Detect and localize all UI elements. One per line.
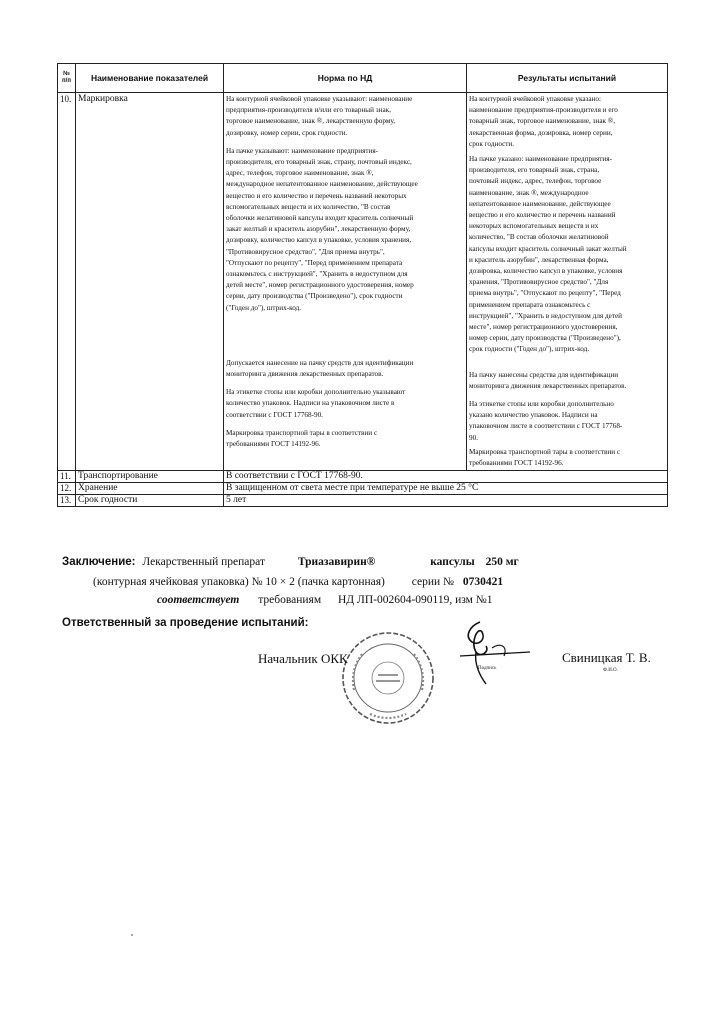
row-num: 11. xyxy=(58,471,76,483)
norm-para-4: На этикетке стопы или коробки дополнительно указывают количество упаковок. Надписи на упаковочном листе в соответствии с ГОСТ 17768-90. xyxy=(226,388,406,419)
requirements-text: требованиям xyxy=(258,594,322,606)
header-name: Наименование показателей xyxy=(76,64,224,93)
norm-para-1: На контурной ячейковой упаковке указывают: наименование предприятия-производителя и/или его товарный знак, торговое наименование, знак ®, лекарственную форму, дозировку, номер серии, срок годности. xyxy=(226,95,413,137)
row-num: 13. xyxy=(58,495,76,507)
product-name: Триазавирин® xyxy=(297,556,376,568)
row-value: В защищенном от света месте при температуре не выше 25 °С xyxy=(224,483,668,495)
responsible-role: Начальник ОКК xyxy=(258,651,348,666)
norm-para-3: Допускается нанесение на пачку средств для идентификации мониторинга движения лекарственных препаратов. xyxy=(226,358,414,379)
row-value: В соответствии с ГОСТ 17768-90. xyxy=(224,471,668,483)
row-value: 5 лет xyxy=(224,495,668,507)
table-row-storage xyxy=(58,483,668,495)
table-header-row xyxy=(58,64,668,93)
norm-para-5: Маркировка транспортной тары в соответствии с требованиями ГОСТ 14192-96. xyxy=(226,428,378,449)
signature-caption: Подпись xyxy=(478,666,497,671)
result-para-1: На контурной ячейковой упаковке указано: наименование предприятия-производителя и его товарный знак, торговое наименование, знак ®, лекарственная форма, дозировка, номер серии, срок годности. xyxy=(469,95,618,148)
norm-para-2: На пачке указывают: наименование предприятия- производителя, его товарный знак, страну, почтовый индекс, адрес, телефон, торговое наименование, знак ®, международное непатентованное наименование, действующее вещество и его количество и перечень названий некоторых вспомогательных веществ и их количество, "В состав оболочки желатиновой капсулы входит краситель солнечный закат желтый и краситель азорубин", лекарственную форму, дозировку, количество капсул в упаковке, условия хранения, "Противовирусное средство", "Для приема внутрь", "Отпускают по рецепту", "Перед применением препарата ознакомьтесь с инструкцией", "Хранить в недоступном для детей месте", номер регистрационного удостоверения, номер серии, дату производства ("Произведено"), срок годности ("Годен до"), штрих-код. xyxy=(226,146,418,312)
result-para-2: На пачке указано: наименование предприятия- производителя, его товарный знак, страна, почтовый индекс, адрес, телефон, торговое наименование, знак ®, международное непатентованное наименование, действующее вещество и его количество и перечень названий некоторых вспомогательных веществ и их количество, "В состав оболочки желатиновой капсулы входит краситель солнечный закат желтый и краситель азорубин", лекарственная форма, дозировка, количество капсул в упаковке, условия хранения, "Противовирусное средство", "Для приема внутрь", "Отпускают по рецепту", "Перед применением препарата ознакомьтесь с инструкцией", "Хранить в недоступном для детей месте", номер регистрационного удостоверения, номер серии, дату производства ("Произведено"), срок годности ("Годен до"), штрих-код. xyxy=(469,155,627,354)
header-num: № п/п xyxy=(58,64,76,93)
conclusion-line-1 xyxy=(62,556,519,568)
row-name: Транспортирование xyxy=(76,471,224,483)
packaging: (контурная ячейковая упаковка) № 10 × 2 (пачка картонная) xyxy=(93,576,385,588)
complies-text: соответствует xyxy=(157,594,240,606)
nd-reference: НД ЛП-002604-090119, изм №1 xyxy=(338,594,493,606)
header-result: Результаты испытаний xyxy=(467,64,668,93)
product-dose: 250 мг xyxy=(485,556,519,568)
product-form: капсулы xyxy=(430,556,475,568)
conclusion-line-2 xyxy=(93,576,503,588)
result-para-5: Маркировка транспортной тары в соответствии с требованиями ГОСТ 14192-96. xyxy=(469,447,621,468)
row-num: 12. xyxy=(58,483,76,495)
series-number: 0730421 xyxy=(462,576,504,588)
table-row-marking xyxy=(58,93,668,471)
row-num: 10. xyxy=(58,93,76,471)
table-row-transport xyxy=(58,471,668,483)
norm-cell xyxy=(224,93,467,471)
handwritten-signature xyxy=(420,612,540,692)
row-name: Срок годности xyxy=(76,495,224,507)
name-caption: Ф.И.О. xyxy=(603,668,618,673)
responsible-name: Свиницкая Т. В. xyxy=(562,650,651,665)
result-para-3: На пачку нанесены средства для идентификации мониторинга движения лекарственных препаратов. xyxy=(469,370,627,390)
result-para-4: На этикетке стопы или коробки дополнительно указано количество упаковок. Надписи на упаковочном листе в соответствии с ГОСТ 17768- 90. xyxy=(469,400,623,442)
scan-speck xyxy=(131,934,133,936)
spec-table xyxy=(57,63,668,507)
conclusion-label: Заключение: xyxy=(62,556,136,568)
table-row-shelf-life xyxy=(58,495,668,507)
conclusion-line-3 xyxy=(157,594,493,606)
series-label: серии № xyxy=(411,576,455,588)
responsible-label: Ответственный за проведение испытаний: xyxy=(62,617,309,629)
header-norm: Норма по НД xyxy=(224,64,467,93)
result-cell xyxy=(467,93,668,471)
row-name: Маркировка xyxy=(76,93,224,471)
product-kind: Лекарственный препарат xyxy=(142,556,265,568)
row-name: Хранение xyxy=(76,483,224,495)
